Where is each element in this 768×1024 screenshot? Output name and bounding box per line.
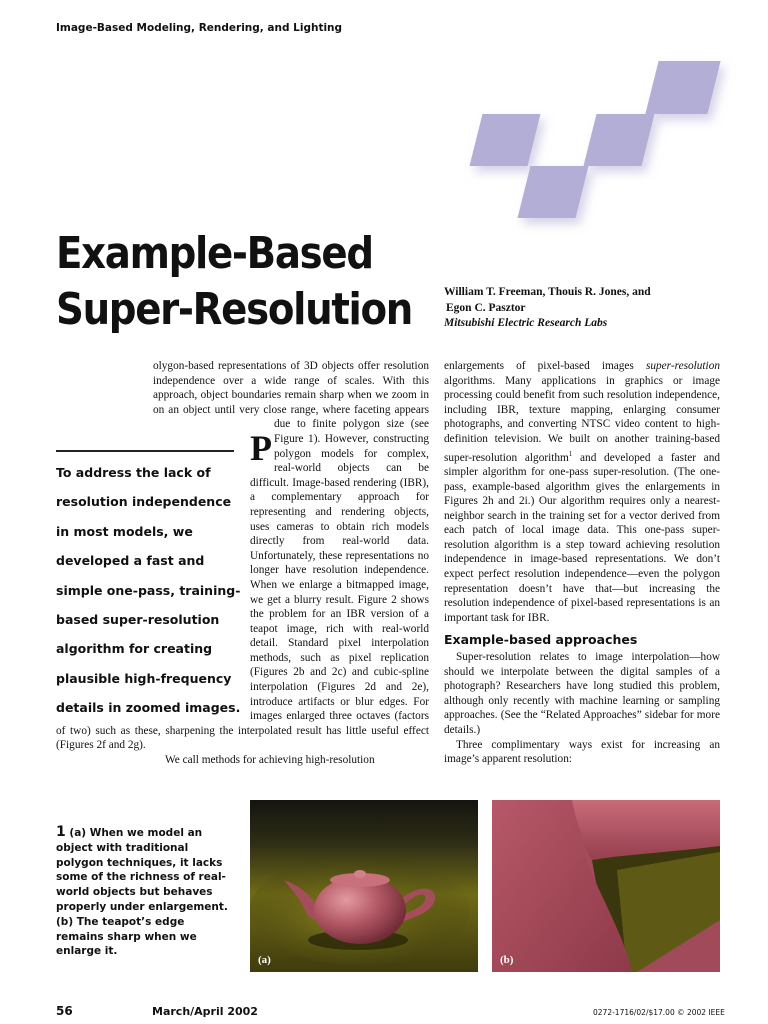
figure-label-a: (a) <box>258 954 271 966</box>
decor-square <box>518 166 589 218</box>
article-title <box>56 226 412 338</box>
teapot-render <box>250 800 478 972</box>
layout-spacer <box>56 359 153 431</box>
body-paragraph: We call methods for achieving high-resolution <box>165 754 375 767</box>
section-heading: Example-based approaches <box>444 632 638 648</box>
figure-1a-teapot <box>250 800 478 972</box>
body-paragraph: Three complimentary ways exist for increasing an image’s apparent resolution: <box>444 738 720 766</box>
author-names: Egon C. Pasztor <box>446 301 526 314</box>
figure-caption <box>56 825 234 959</box>
figure-label-b: (b) <box>500 954 514 966</box>
figure-1b-teapot-edge <box>492 800 720 972</box>
copyright-line: 0272-1716/02/$17.00 © 2002 IEEE <box>593 1008 725 1017</box>
title-line: Example-Based <box>56 228 373 279</box>
title-line: Super-Resolution <box>56 284 412 335</box>
body-column-right <box>444 359 720 767</box>
figure-caption-text: (a) When we model an object with traditional polygon techniques, it lacks some of the richness of real-world objects but behaves properly under enlargement. (b) The teapot’s edge remains sharp when we enlarge it. <box>56 827 228 958</box>
body-column-left <box>56 359 429 768</box>
body-paragraph: Super-resolution relates to image interpolation—how should we interpolate between the digital samples of a photograph? Researchers have long studied this problem, although only recently with machine learning or sampling approaches. (See the “Related Approaches” sidebar for more details.) <box>444 651 720 737</box>
decor-square <box>470 114 541 166</box>
decor-square <box>645 61 720 114</box>
issue-date: March/April 2002 <box>152 1005 258 1018</box>
figure-number: 1 <box>56 824 66 840</box>
body-paragraph: P olygon-based representations of 3D objects offer resolution independence over a wide range of scales. With this approach, object boundaries remain sharp when we zoom in on an object until very close range, where faceting appears due to finite polygon size (see Figure 1). However, constructing polygon models for complex, real-world objects can be difficult. Image-based rendering (IBR), a complementary approach for representing and rendering objects, uses cameras to obtain rich models directly from real-world data. Unfortunately, these representations no longer have resolution independence. When we enlarge a bitmapped image, we get a blurry result. Figure 2 shows the problem for an IBR version of a teapot image, rich with real-world detail. Standard pixel interpolation methods, such as pixel replication (Figures 2b and 2c) and cubic-spline interpolation (Figures 2d and 2e), introduce artifacts or blur edges. For images enlarged three octaves (factors of two) such as these, sharpening the interpolated result has little useful effect (Figures 2f and 2g). <box>56 360 429 752</box>
author-names: William T. Freeman, Thouis R. Jones, and <box>444 286 651 298</box>
author-block <box>444 285 724 332</box>
decor-square <box>584 114 655 166</box>
page-number: 56 <box>56 1004 73 1018</box>
running-head: Image-Based Modeling, Rendering, and Lighting <box>56 22 343 34</box>
author-affiliation: Mitsubishi Electric Research Labs <box>444 317 608 329</box>
pull-quote: To address the lack of resolution independence in most models, we developed a fast and simple one-pass, training-based super-resolution algorithm for creating plausible high-frequency details in zoomed images. <box>56 465 241 716</box>
drop-cap: P <box>250 428 272 468</box>
layout-spacer <box>56 431 250 723</box>
body-paragraph: enlargements of pixel-based images super-resolution algorithms. Many applications in graphics or image processing could benefit from such resolution independence, including IBR, texture mapping, enlarging consumer photographs, and converting NTSC video content to high-definition television. We built on another training-based super-resolution algorithm$^1$ and developed a faster and simpler algorithm for one-pass super-resolution. (The one-pass, example-based algorithm gives the enlargements in Figures 2h and 2i.) Our algorithm requires only a nearest-neighbor search in the training set for a vector derived from each patch of local image data. This one-pass super-resolution algorithm is a step toward achieving resolution independence in image-based representations. We don’t expect perfect resolution independence—even the polygon representation doesn’t have that—but increasing the resolution independence of pixel-based representations is an important task for IBR. <box>444 360 720 624</box>
teapot-edge-render <box>492 800 720 972</box>
